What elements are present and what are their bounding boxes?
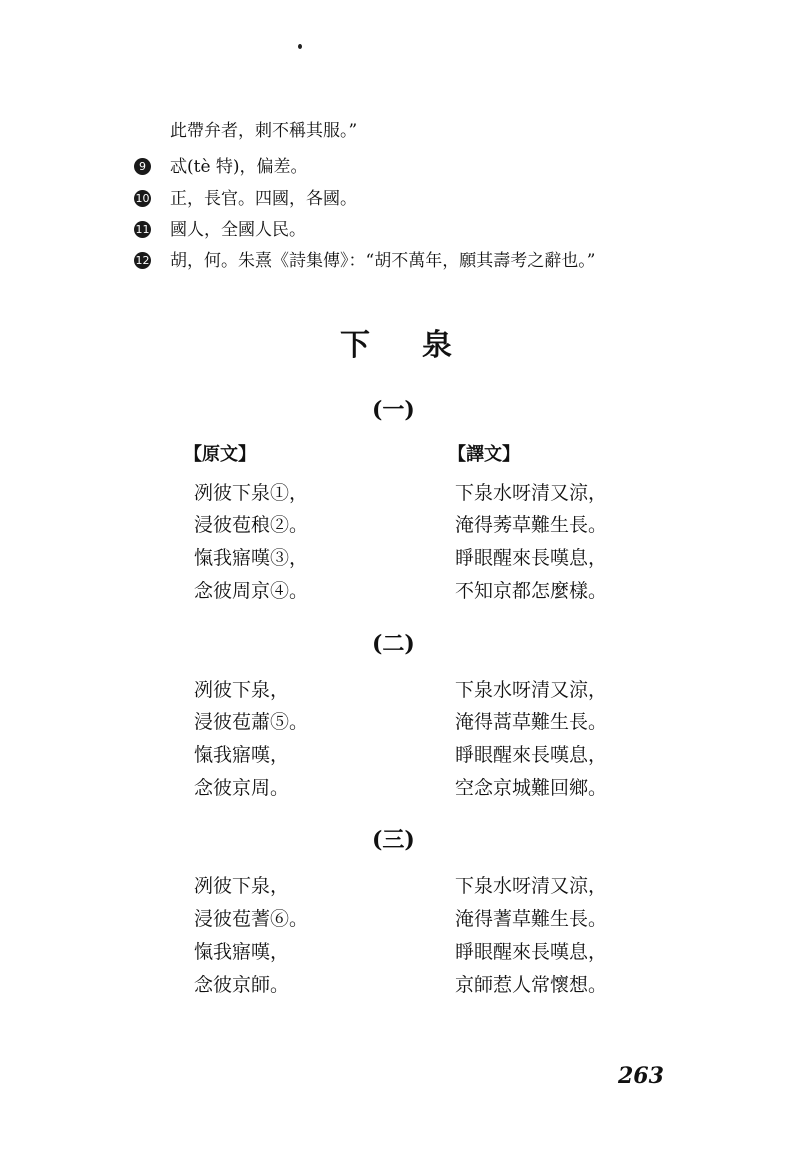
translation-line: 淹得蓍草難生長。	[455, 908, 608, 930]
translation-line: 淹得蒿草難生長。	[455, 711, 608, 733]
footnote-number: 10	[135, 192, 150, 205]
translation-line: 京師惹人常懷想。	[455, 974, 608, 996]
original-line: 念彼京師。	[194, 974, 290, 996]
translation-header: 【譯文】	[448, 444, 520, 465]
stanza-label: (三)	[372, 827, 415, 853]
original-line: 愾我寤嘆，	[194, 941, 290, 963]
ink-speck	[298, 44, 302, 49]
stanza-label: (一)	[372, 397, 415, 423]
stanza-label: (二)	[372, 631, 415, 657]
translation-line: 空念京城難回鄉。	[455, 777, 608, 799]
footnote-number: 9	[134, 158, 151, 175]
original-line: 愾我寤嘆，	[194, 744, 290, 766]
footnote-9	[134, 152, 308, 177]
footnote-11	[134, 215, 306, 240]
translation-line: 睜眼醒來長嘆息，	[455, 941, 608, 963]
translation-line: 睜眼醒來長嘆息，	[455, 744, 608, 766]
poem-title: 下泉	[340, 328, 504, 363]
footnote-text: 忒(tè 特)，偏差。	[170, 157, 308, 177]
translation-line: 不知京都怎麼樣。	[455, 580, 608, 602]
original-line: 浸彼苞蓍⑥。	[194, 908, 309, 930]
translation-line: 下泉水呀清又涼，	[455, 482, 608, 504]
original-line: 浸彼苞蕭⑤。	[194, 711, 309, 733]
footnote-text: 國人，全國人民。	[170, 220, 306, 240]
original-line: 浸彼苞稂②。	[194, 514, 309, 536]
original-line: 冽彼下泉①，	[194, 482, 309, 504]
original-line: 念彼京周。	[194, 777, 290, 799]
original-line: 念彼周京④。	[194, 580, 309, 602]
footnote-number: 12	[135, 254, 150, 267]
original-line: 冽彼下泉，	[194, 875, 290, 897]
original-line: 冽彼下泉，	[194, 679, 290, 701]
translation-line: 淹得莠草難生長。	[455, 514, 608, 536]
translation-line: 下泉水呀清又涼，	[455, 679, 608, 701]
footnote-text: 正，長官。四國，各國。	[170, 189, 357, 209]
original-line: 愾我寤嘆③，	[194, 547, 309, 569]
original-header: 【原文】	[184, 444, 256, 465]
translation-line: 睜眼醒來長嘆息，	[455, 547, 608, 569]
translation-line: 下泉水呀清又涼，	[455, 875, 608, 897]
footnote-number: 11	[135, 223, 150, 236]
footnote-10	[134, 184, 357, 209]
footnote-text: 胡，何。朱熹《詩集傳》：“胡不萬年，願其壽考之辭也。”	[170, 251, 596, 271]
footnote-12	[134, 246, 595, 271]
page-number: 263	[618, 1063, 664, 1089]
footnote-continuation: 此帶弁者，刺不稱其服。”	[170, 121, 358, 141]
